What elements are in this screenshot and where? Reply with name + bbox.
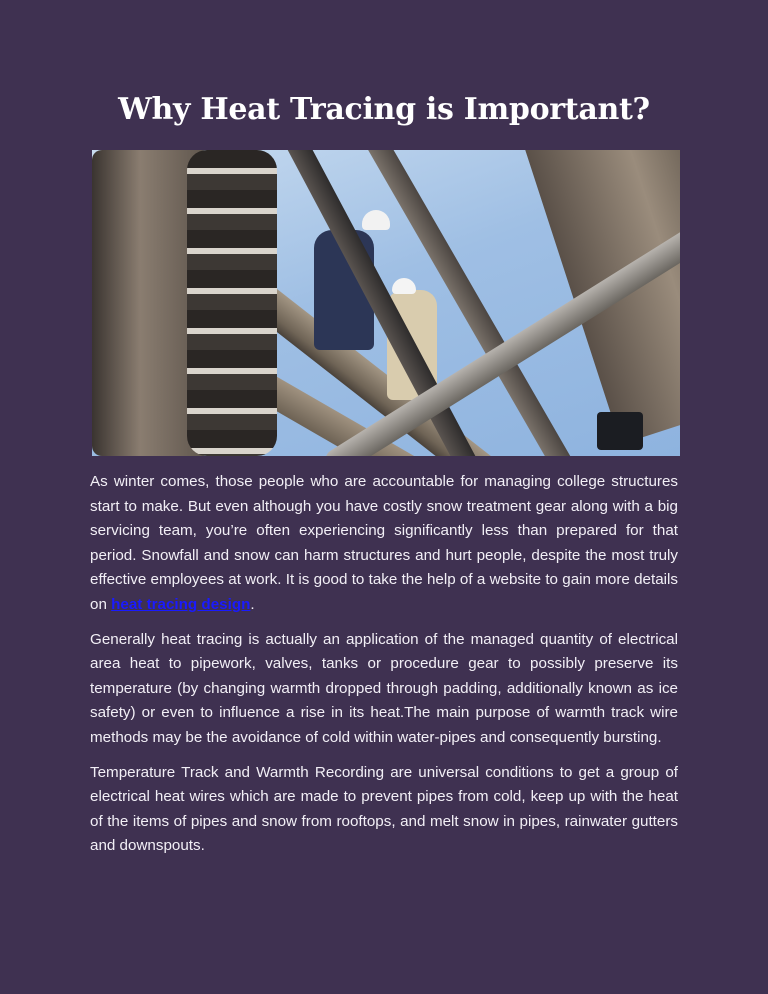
valve-column (187, 150, 277, 456)
heat-tracing-design-link[interactable]: heat tracing design (111, 595, 251, 613)
hard-hat-icon (362, 210, 390, 230)
page-title: Why Heat Tracing is Important? (118, 92, 650, 127)
paragraph-3: Temperature Track and Warmth Recording are universal conditions to get a group of electrical heat wires which are made to prevent pipes from cold, keep up with the heat of the items of pipes and snow from rooftops, and melt snow in pipes, rainwater gutters and downspouts. (90, 763, 678, 855)
photo-industrial-pipes (92, 150, 680, 456)
hard-hat-icon (392, 278, 416, 294)
article-body (90, 470, 678, 869)
junction-box (597, 412, 643, 450)
paragraph-1 (90, 470, 678, 618)
paragraph-1-end: . (250, 595, 255, 613)
paragraph-1-text: As winter comes, those people who are accountable for managing college structures start to make. But even although you have costly snow treatment gear along with a big servicing team, you’re often experiencing significantly less than prepared for that period. Snowfall and snow can harm structures and hurt people, despite the most truly effective employees at work. It is good to take the help of a website to gain more details on (90, 473, 678, 613)
paragraph-2: Generally heat tracing is actually an application of the managed quantity of electrical area heat to pipework, valves, tanks or procedure gear to possibly preserve its temperature (by changing warmth dropped through padding, additionally known as ice safety) or even to influence a rise in its heat.The main purpose of warmth track wire methods may be the avoidance of cold within water-pipes and consequently bursting. (90, 630, 678, 746)
